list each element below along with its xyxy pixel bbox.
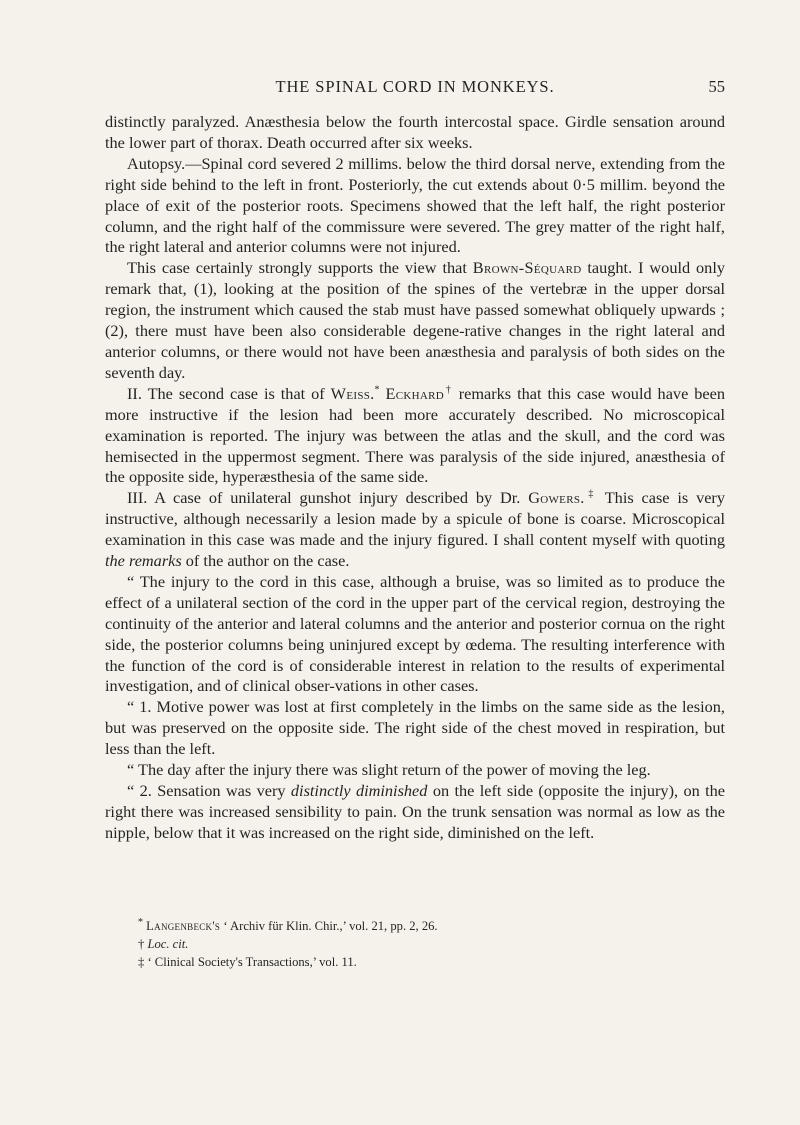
- paragraph-case-three: [105, 488, 725, 572]
- body-text: [105, 112, 725, 844]
- case-three-italic: the remarks: [105, 551, 182, 571]
- author-name-eckhard: Eckhard: [385, 383, 444, 403]
- quote-paragraph-sensation: [105, 781, 725, 844]
- running-head: [105, 77, 725, 99]
- footnote-1-text: ‘ Archiv für Klin. Chir.,’ vol. 21, pp. 2, 26.: [220, 919, 438, 933]
- author-name-brown-sequard: Brown-Séquard: [472, 258, 582, 278]
- footnote-2-mark: †: [138, 937, 145, 952]
- author-name-gowers: Gowers.: [528, 488, 585, 508]
- footnote-2: [105, 935, 725, 953]
- sensation-italic: distinctly diminished: [290, 781, 428, 800]
- footnote-3-text: ‘ Clinical Society's Transactions,’ vol. 11.: [147, 955, 357, 970]
- running-title: THE SPINAL CORD IN MONKEYS.: [275, 77, 555, 96]
- footnote-ref-dagger: †: [443, 384, 453, 396]
- quote-paragraph-motive-power: “ 1. Motive power was lost at first completely in the limbs on the same side as the lesion, but was preserved on the opposite side. The right side of the chest moved in respiration, but less than the left.: [105, 697, 725, 759]
- sensation-text-b: on the left side (opposite the injury), on the right there was increased sensibility to pain. On the trunk sensation was normal as low as the nipple, below that it was increased on the right side, diminished on the left.: [105, 781, 725, 842]
- sensation-text-a: “ 2. Sensation was very: [127, 781, 291, 800]
- author-name-weiss: Weiss.: [330, 383, 375, 403]
- footnote-3-mark: ‡: [138, 955, 145, 970]
- footnote-1: [105, 917, 725, 935]
- page-number: 55: [708, 77, 725, 96]
- footnote-2-text: Loc. cit.: [147, 937, 189, 952]
- quote-paragraph-injury: “ The injury to the cord in this case, although a bruise, was so limited as to produce the effect of a unilateral section of the cord in the upper part of the cervical region, destroying the continuity of the anterior and lateral columns and the anterior and posterior cornua on the right side, the posterior columns being uninjured except by œdema. The resulting interference with the function of the cord is of considerable interest in relation to the results of experimental investigation, and of clinical obser-vations in other cases.: [105, 571, 725, 696]
- footnotes: [105, 917, 725, 972]
- case-three-text-b: This case is very instructive, although necessarily a lesion made by a spicule of bone is coarse. Microscopical examination in this case was made and the injury figured. I shall content myself with quoting: [105, 488, 725, 550]
- paragraph-commentary: [105, 258, 725, 383]
- footnote-3: [105, 953, 725, 971]
- paragraph-commentary-text-a: This case certainly strongly supports the view that: [127, 258, 473, 278]
- case-three-text-a: III. A case of unilateral gunshot injury described by Dr.: [127, 488, 529, 508]
- footnote-ref-asterisk: *: [374, 384, 380, 396]
- paragraph-commentary-text-b: taught. I would only remark that, (1), looking at the position of the spines of the vertebræ in the upper dorsal region, the instrument which caused the stab must have passed somewhat obliquely upwards ; (2), there must have been also considerable degene-rative changes in the right lateral and anterior columns, or there would not have been anæsthesia and paralysis of both sides on the seventh day.: [105, 258, 725, 382]
- paragraph-1: distinctly paralyzed. Anæsthesia below the fourth intercostal space. Girdle sensation around the lower part of thorax. Death occurred after six weeks.: [105, 112, 725, 152]
- case-three-text-c: of the author on the case.: [181, 551, 350, 571]
- quote-paragraph-day-after: “ The day after the injury there was slight return of the power of moving the leg.: [127, 760, 651, 780]
- footnote-1-name: Langenbeck's: [146, 919, 221, 933]
- footnote-ref-double-dagger: ‡: [584, 488, 598, 500]
- footnote-1-mark: *: [138, 916, 143, 928]
- case-two-text-a: II. The second case is that of: [127, 383, 331, 403]
- paragraph-case-two: [105, 384, 725, 489]
- case-two-text-b: remarks that this case would have been more instructive if the lesion had been more accurately described. No microscopical examination is reported. The injury was between the atlas and the skull, and the cord was hemisected in the uppermost segment. There was paralysis of the side injured, anæsthesia of the opposite side, hyperæsthesia of the same side.: [105, 383, 725, 487]
- paragraph-autopsy: Autopsy.—Spinal cord severed 2 millims. below the third dorsal nerve, extending from the right side behind to the left in front. Posteriorly, the cut extends about 0·5 millim. beyond the place of exit of the posterior roots. Specimens showed that the left half, the right posterior column, and the right half of the commissure were severed. The grey matter of the right half, the right lateral and anterior columns were not injured.: [105, 153, 725, 257]
